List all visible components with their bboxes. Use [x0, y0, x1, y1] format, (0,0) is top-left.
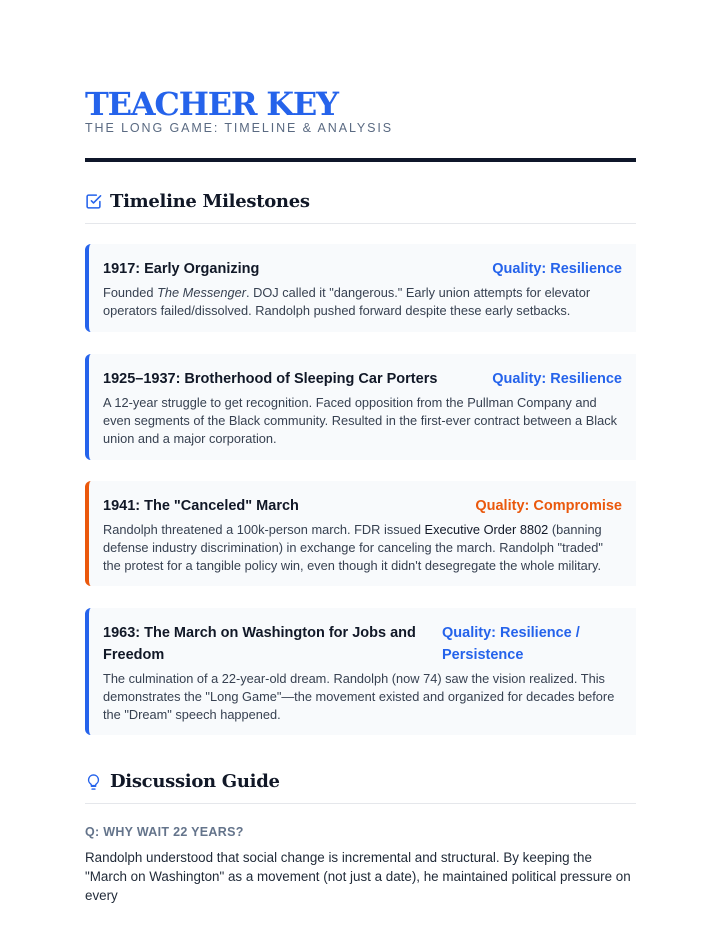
milestone-title: 1917: Early Organizing: [103, 261, 260, 277]
page-subtitle: THE LONG GAME: TIMELINE & ANALYSIS: [85, 121, 393, 135]
milestone-quality: Quality: Resilience: [492, 371, 622, 387]
milestone-title: 1963: The March on Washington for Jobs and Freedom: [103, 625, 416, 663]
milestone-body: The culmination of a 22-year-old dream. Randolph (now 74) saw the vision realized. This demonstrates the "Long Game"—the movement existed and organized for decades before the "Dream" speech happened.: [103, 671, 615, 722]
milestone-title: 1925–1937: Brotherhood of Sleeping Car Porters: [103, 371, 438, 387]
discussion-answer: Randolph understood that social change is incremental and structural. By keeping the "March on Washington" as a movement (not just a date), he maintained political pressure on every: [85, 850, 631, 903]
section-header-timeline: [85, 190, 636, 224]
milestone-quality: Quality: Resilience / Persistence: [442, 625, 580, 663]
milestone-card-1917: [85, 244, 636, 332]
milestone-body: Randolph threatened a 100k-person march. FDR issued Executive Order 8802 (banning defense industry discrimination) in exchange for canceling the march. Randolph "traded" the protest for a tangible policy win, even though it didn't desegregate the whole military.: [103, 522, 603, 573]
milestone-card-1963: [85, 608, 636, 735]
section-heading-timeline: Timeline Milestones: [110, 191, 310, 212]
milestone-body: Founded The Messenger. DOJ called it "dangerous." Early union attempts for elevator operators failed/dissolved. Randolph pushed forward despite these early setbacks.: [103, 285, 591, 318]
section-header-discussion: [85, 770, 636, 804]
checkbox-icon: [85, 193, 103, 211]
discussion-question: Q: WHY WAIT 22 YEARS?: [85, 825, 244, 839]
milestone-quality: Quality: Compromise: [475, 498, 622, 514]
milestone-card-1941: [85, 481, 636, 586]
publication-name: The Messenger: [157, 285, 246, 300]
section-heading-discussion: Discussion Guide: [110, 771, 280, 792]
milestone-body: A 12-year struggle to get recognition. Faced opposition from the Pullman Company and even segments of the Black community. Resulted in the first-ever contract between a Black union and a major corporation.: [103, 395, 618, 446]
milestone-quality: Quality: Resilience: [492, 261, 622, 277]
page-title: TEACHER KEY: [85, 85, 338, 123]
milestone-card-1925: [85, 354, 636, 460]
lightbulb-icon: [85, 773, 103, 791]
title-divider: [85, 158, 636, 162]
milestone-title: 1941: The "Canceled" March: [103, 498, 299, 514]
executive-order-name: Executive Order 8802: [424, 522, 549, 537]
